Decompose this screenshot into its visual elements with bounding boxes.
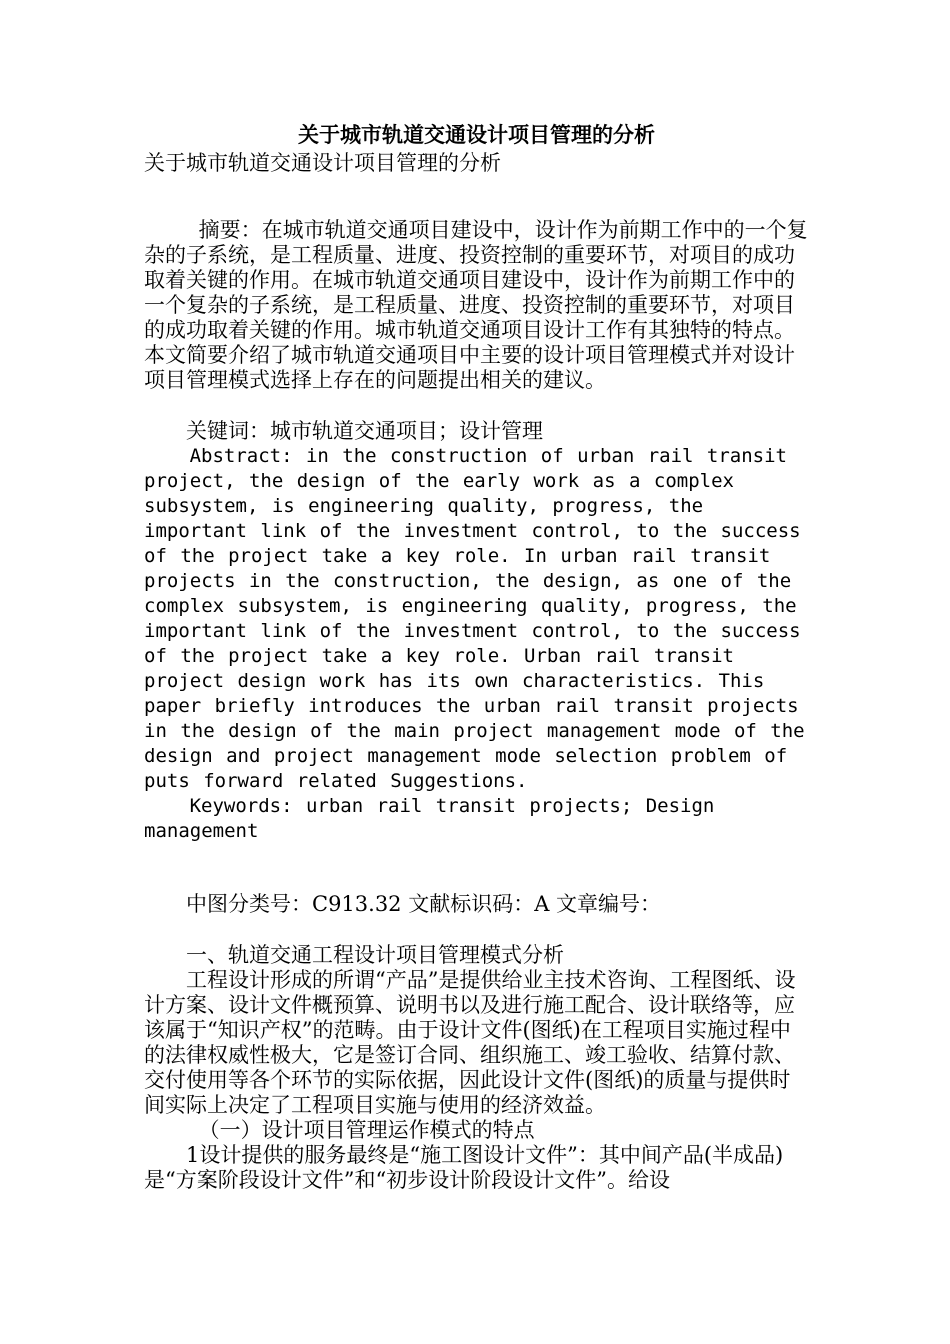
section-paragraph: 工程设计形成的所谓“产品”是提供给业主技术咨询、工程图纸、设计方案、设计文件概预算、说明书以及进行施工配合、设计联络等，应该属于“知识产权”的范畴。由于设计文件(图纸)在工程项目实施过程中的法律权威性极大，它是签订合同、组织施工、竣工验收、结算付款、交付使用等各个环节的实际依据，因此设计文件(图纸)的质量与提供时间实际上决定了工程项目实施与使用的经济效益。 <box>144 968 796 1117</box>
section-heading: 一、轨道交通工程设计项目管理模式分析 <box>186 943 564 967</box>
spacer <box>144 393 809 419</box>
spacer <box>144 917 809 943</box>
abstract-english: Abstract: in the construction of urban rail transit project, the design of the early work as a complex subsystem, is engineering quality, progress, the important link of the investment control, to the success of the project take a key role. In urban rail transit projects in the construction, the design, as one of the complex subsystem, is engineering quality, progress, the important link of the investment control, to the success of the project take a key role. Urban rail transit project design work has its own characteristics. This paper briefly introduces the urban rail transit projects in the design of the main project management mode of the design and project management mode selection problem of puts forward related Suggestions. <box>144 445 805 792</box>
spacer <box>144 196 809 218</box>
abstract-chinese: 摘要：在城市轨道交通项目建设中，设计作为前期工作中的一个复杂的子系统，是工程质量、进度、投资控制的重要环节，对项目的成功取着关键的作用。在城市轨道交通项目建设中，设计作为前期工作中的一个复杂的子系统，是工程质量、进度、投资控制的重要环节，对项目的成功取着关键的作用。城市轨道交通项目设计工作有其独特的特点。本文简要介绍了城市轨道交通项目中主要的设计项目管理模式并对设计项目管理模式选择上存在的问题提出相关的建议。 <box>144 218 808 392</box>
document-subtitle: 关于城市轨道交通设计项目管理的分析 <box>144 151 501 175</box>
subsection-heading: （一）设计项目管理运作模式的特点 <box>198 1118 535 1142</box>
keywords-english: Keywords: urban rail transit projects; Design management <box>144 795 715 842</box>
spacer <box>144 844 809 892</box>
document-title: 关于城市轨道交通设计项目管理的分析 <box>298 122 655 147</box>
document-page <box>144 120 809 1193</box>
point-paragraph: 1设计提供的服务最终是“施工图设计文件”：其中间产品(半成品)是“方案阶段设计文件”和“初步设计阶段设计文件”。给设 <box>144 1143 784 1192</box>
keywords-chinese: 关键词：城市轨道交通项目；设计管理 <box>186 419 543 443</box>
classification-line: 中图分类号：C913.32 文献标识码：A 文章编号： <box>186 892 662 916</box>
